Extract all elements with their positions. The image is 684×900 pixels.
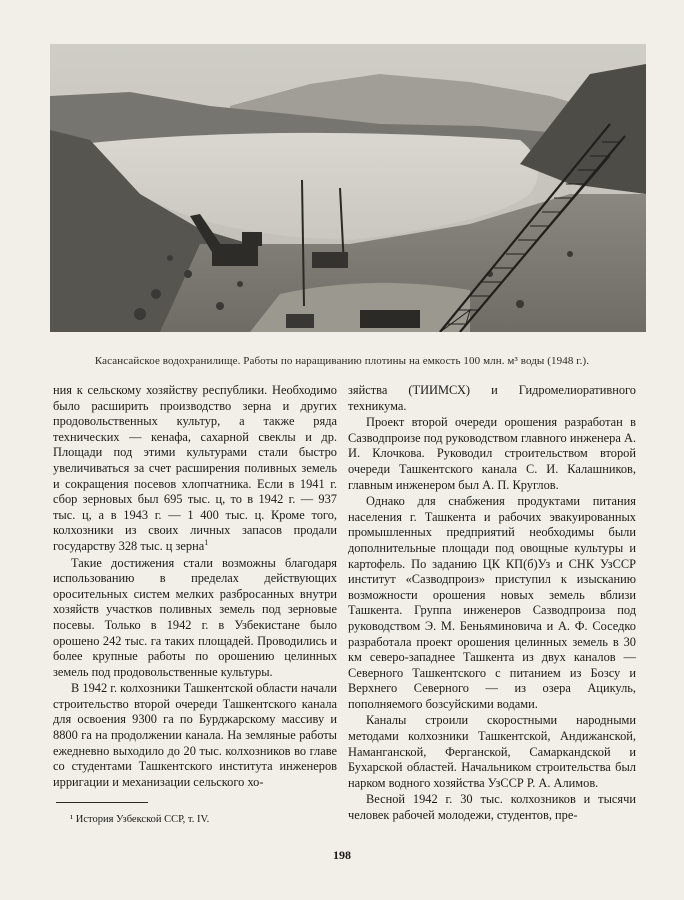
reservoir-photo [50,44,646,332]
left-column [53,383,337,791]
paragraph-text: ния к сельскому хозяйству республики. Необходимо было расширить производство зерна и других продовольственных культур, а также ряда технических — кенафа, сахарной свеклы и др. Площади под этими культурами стали быстро увеличиваться за счет расширения поливных земель и сокращения посевов хлопчатника. Если в 1941 г. сбор зерновых был 695 тыс. ц, то в 1942 г. — 937 тыс. ц, а в 1943 г. — 1 400 тыс. ц. Кроме того, колхозники из своих личных запасов продали государству 328 тыс. ц зерна [53,383,337,553]
footnote-divider [56,802,148,803]
reservoir-photo-drawing [50,44,646,332]
paragraph: Каналы строили скоростными народными методами колхозники Ташкентской, Андижанской, Наманганской, Ферганской, Самаркандской и Бухарской областей. Начальником строительства был нарком водного хозяйства УзССР Р. А. Алимов. [348,713,636,790]
right-column [348,383,636,825]
figure-caption: Касансайское водохранилище. Работы по наращиванию плотины на емкость 100 млн. м³ воды (1948 г.). [94,355,590,367]
paragraph: Однако для снабжения продуктами питания населения г. Ташкента и рабочих эвакуированных промышленных предприятий необходимы были дополнительные площади под овощные культуры и картофель. По заданию ЦК КП(б)Уз и СНК УзССР институт «Сазводпроиз» приступил к изысканию возможности орошения новых земель вблизи Ташкента. Группа инженеров Сазводпроиза под руководством Э. М. Беньяминовича и А. Ф. Соседко разработала проект орошения целинных земель в 30 км северо-западнее Ташкента из двух каналов — Северного Ташкентского с питанием из Бозсу и Верхнего Северного — из озера Ацикуль, пополняемого бозсуйскими водами. [348,494,636,711]
footnote: ¹ История Узбекской ССР, т. IV. [70,814,210,825]
paragraph: Такие достижения стали возможны благодаря использованию в пределах действующих оросительных систем мелких разбросанных внутри хозяйств участков поливных земель под зерновые посевы. Только в 1942 г. в Узбекистане было орошено 242 тыс. га таких площадей. Проводились и более крупные работы по орошению целинных земель под продовольственные культуры. [53,555,337,679]
footnote-marker: 1 [204,537,209,547]
paragraph: зяйства (ТИИМСХ) и Гидромелиоративного техникума. [348,383,636,413]
paragraph [53,383,337,555]
paragraph: Проект второй очереди орошения разработан в Сазводпроизе под руководством главного инженера А. И. Клочкова. Руководил строительством второй очереди Ташкентского канала С. И. Калашников, главным инженером был А. П. Круглов. [348,415,636,492]
paragraph: Весной 1942 г. 30 тыс. колхозников и тысячи человек рабочей молодежи, студентов, пре- [348,792,636,823]
paragraph: В 1942 г. колхозники Ташкентской области начали строительство второй очереди Ташкентского канала для освоения 9300 га по Бурджарскому массиву и 8800 га на продолжении канала. На земляные работы ежедневно выходило до 20 тыс. колхозников во главе со студентами Ташкентского института инженеров ирригации и механизации сельского хо- [53,681,337,789]
page-number: 198 [333,848,351,862]
